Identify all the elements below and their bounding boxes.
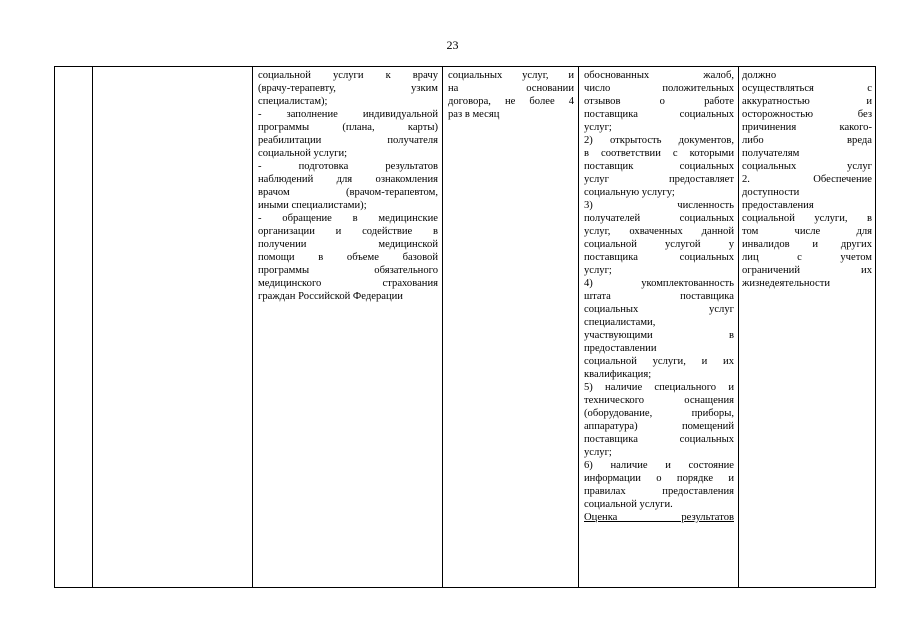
- condition-line: том числе для: [742, 226, 872, 237]
- indicator-line: 3) численность: [584, 200, 734, 211]
- indicator-line: социальных услуг: [584, 304, 734, 315]
- indicator-line: 4) укомплектованность: [584, 278, 734, 289]
- indicator-line: услуг;: [584, 447, 612, 458]
- indicator-line: штата поставщика: [584, 291, 734, 302]
- condition-line: социальной услуги, в: [742, 213, 872, 224]
- condition-line: доступности: [742, 187, 800, 198]
- condition-line: социальных услуг: [742, 161, 872, 172]
- indicator-line: информации о порядке и: [584, 473, 734, 484]
- description-line: - заполнение индивидуальной: [258, 109, 438, 120]
- description-line: помощи в объеме базовой: [258, 252, 438, 263]
- frequency-line: договора, не более 4: [448, 96, 574, 107]
- description-line: иными специалистами);: [258, 200, 367, 211]
- indicator-line: услуг предоставляет: [584, 174, 734, 185]
- indicator-line: социальной услуги.: [584, 499, 673, 510]
- indicator-line: квалификация;: [584, 369, 652, 380]
- table-cell-service-name: [92, 67, 252, 587]
- indicator-line: технического оснащения: [584, 395, 734, 406]
- indicator-line: социальной услуги, и их: [584, 356, 734, 367]
- indicator-line: специалистами,: [584, 317, 656, 328]
- indicator-line: 2) открытость документов,: [584, 135, 734, 146]
- indicator-line: получателей социальных: [584, 213, 734, 224]
- indicator-line: аппаратура) помещений: [584, 421, 734, 432]
- condition-line: осторожностью без: [742, 109, 872, 120]
- condition-line: жизнедеятельности: [742, 278, 831, 289]
- description-line: реабилитации получателя: [258, 135, 438, 146]
- indicator-line: обоснованных жалоб,: [584, 70, 734, 81]
- indicator-line: 5) наличие специального и: [584, 382, 734, 393]
- description-line: социальной услуги к врачу: [258, 70, 438, 81]
- condition-line: лиц с учетом: [742, 252, 872, 263]
- description-line: граждан Российской Федерации: [258, 291, 403, 302]
- condition-line: 2. Обеспечение: [742, 174, 872, 185]
- indicator-line: социальную услугу;: [584, 187, 675, 198]
- condition-line: инвалидов и других: [742, 239, 872, 250]
- condition-line: ограничений их: [742, 265, 872, 276]
- condition-line: либо вреда: [742, 135, 872, 146]
- indicator-line: социальной услугой у: [584, 239, 734, 250]
- description-line: специалистам);: [258, 96, 328, 107]
- indicator-line: (оборудование, приборы,: [584, 408, 734, 419]
- description-line: организации и содействие в: [258, 226, 438, 237]
- indicator-line: услуг;: [584, 122, 612, 133]
- indicator-line: 6) наличие и состояние: [584, 460, 734, 471]
- table-cell-service-frequency: [442, 67, 578, 587]
- condition-line: осуществляться с: [742, 83, 872, 94]
- table-cell-service-conditions: [738, 67, 876, 587]
- quality-indicators-text: [579, 67, 738, 524]
- indicator-line: предоставлении: [584, 343, 657, 354]
- indicator-line: поставщик социальных: [584, 161, 734, 172]
- indicator-line: услуг, охваченных данной: [584, 226, 734, 237]
- table-cell-number: [55, 67, 92, 587]
- table-cell-service-description: [252, 67, 442, 587]
- condition-line: причинения какого-: [742, 122, 872, 133]
- description-line: - обращение в медицинские: [258, 213, 438, 224]
- indicator-line: услуг;: [584, 265, 612, 276]
- indicator-line: правилах предоставления: [584, 486, 734, 497]
- description-line: - подготовка результатов: [258, 161, 438, 172]
- frequency-line: на основании: [448, 83, 574, 94]
- description-line: получении медицинской: [258, 239, 438, 250]
- indicator-line: Оценка результатов: [584, 512, 734, 523]
- indicator-line: поставщика социальных: [584, 434, 734, 445]
- condition-line: аккуратностью и: [742, 96, 872, 107]
- services-table: [54, 66, 876, 588]
- condition-line: предоставления: [742, 200, 814, 211]
- page-number: 23: [446, 38, 459, 52]
- frequency-line: раз в месяц: [448, 109, 500, 120]
- indicator-line: поставщика социальных: [584, 252, 734, 263]
- description-line: программы обязательного: [258, 265, 438, 276]
- indicator-line: участвующими в: [584, 330, 734, 341]
- description-line: медицинского страхования: [258, 278, 438, 289]
- indicator-line: отзывов о работе: [584, 96, 734, 107]
- condition-line: должно: [742, 70, 777, 81]
- description-line: (врачу-терапевту, узким: [258, 83, 438, 94]
- service-frequency-text: [443, 67, 578, 121]
- indicator-line: поставщика социальных: [584, 109, 734, 120]
- condition-line: получателям: [742, 148, 800, 159]
- description-line: наблюдений для ознакомления: [258, 174, 438, 185]
- service-description-text: [253, 67, 442, 303]
- frequency-line: социальных услуг, и: [448, 70, 574, 81]
- description-line: социальной услуги;: [258, 148, 348, 159]
- table-cell-quality-indicators: [578, 67, 738, 587]
- indicator-line: число положительных: [584, 83, 734, 94]
- description-line: врачом (врачом-терапевтом,: [258, 187, 438, 198]
- indicator-line: в соответствии с которыми: [584, 148, 734, 159]
- service-conditions-text: [739, 67, 876, 290]
- description-line: программы (плана, карты): [258, 122, 438, 133]
